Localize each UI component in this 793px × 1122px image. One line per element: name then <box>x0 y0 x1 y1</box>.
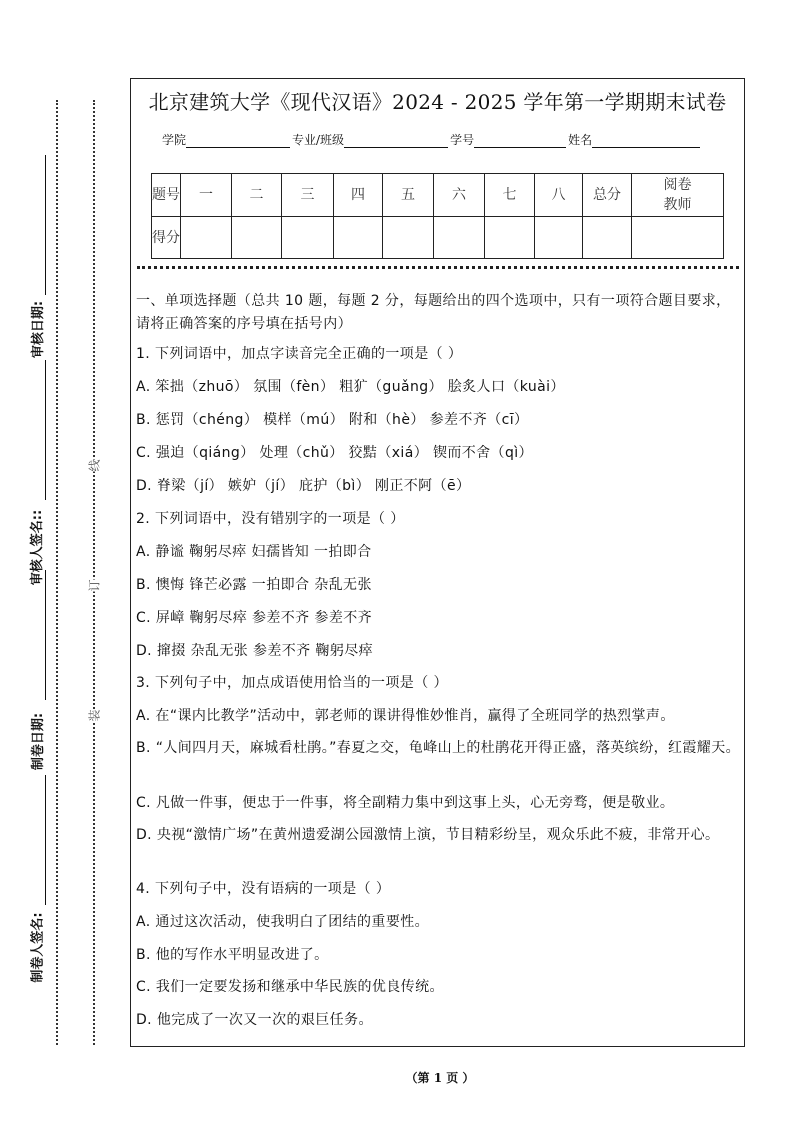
header-cell: 八 <box>535 174 583 217</box>
answer-option: D. 撺掇 杂乱无张 参差不齐 鞠躬尽瘁 <box>136 643 374 659</box>
reviewer-signature-line <box>45 360 46 500</box>
answer-option: B. 惩罚（chéng） 模样（mú） 附和（hè） 参差不齐（cī） <box>136 412 529 428</box>
answer-option: B. 他的写作水平明显改进了。 <box>136 947 329 963</box>
binding-mark-bind: 装 <box>87 709 102 722</box>
binding-mark-line: 线 <box>87 459 102 472</box>
paper-date-label: 制卷日期: <box>31 712 47 771</box>
answer-option: C. 我们一定要发扬和继承中华民族的优良传统。 <box>136 979 444 995</box>
header-cell: 一 <box>181 174 232 217</box>
score-cell[interactable] <box>485 217 535 259</box>
answer-option: C. 强迫（qiáng） 处理（chǔ） 狡黠（xiá） 锲而不舍（qì） <box>136 445 533 461</box>
question-stem: 2. 下列词语中，没有错别字的一项是（ ） <box>136 511 405 527</box>
paper-maker-signature-label: 制卷人签名: <box>30 912 46 983</box>
major-field[interactable] <box>344 133 448 148</box>
binding-dotted-line-outer <box>56 100 58 1045</box>
header-cell: 二 <box>232 174 282 217</box>
name-field[interactable] <box>592 133 700 148</box>
score-cell[interactable] <box>334 217 383 259</box>
answer-option: D. 脊梁（jí） 嫉妒（jí） 庇护（bì） 刚正不阿（ē） <box>136 478 471 494</box>
header-cell: 六 <box>434 174 485 217</box>
score-cell[interactable] <box>535 217 583 259</box>
paper-date-line <box>45 570 46 700</box>
score-table-score-row <box>152 217 724 259</box>
binding-dotted-line-inner <box>93 100 95 1045</box>
page-number: （第 1 页 ） <box>405 1071 475 1085</box>
score-row-head: 得分 <box>152 217 181 259</box>
header-cell: 阅卷教师 <box>632 174 724 217</box>
section-divider <box>137 266 739 269</box>
score-table <box>151 173 724 259</box>
question-stem: 1. 下列词语中，加点字读音完全正确的一项是（ ） <box>136 346 463 362</box>
answer-option: B. 懊悔 锋芒必露 一拍即合 杂乱无张 <box>136 577 372 593</box>
question-stem: 3. 下列句子中，加点成语使用恰当的一项是（ ） <box>136 675 448 691</box>
answer-option: D. 他完成了一次又一次的艰巨任务。 <box>136 1012 373 1028</box>
answer-option: B. “人间四月天，麻城看杜鹃。”春夏之交，龟峰山上的杜鹃花开得正盛，落英缤纷，红霞耀天。 <box>136 740 741 756</box>
paper-maker-signature-line <box>45 775 46 905</box>
header-cell: 七 <box>485 174 535 217</box>
score-cell[interactable] <box>181 217 232 259</box>
answer-option: A. 在“课内比教学”活动中，郭老师的课讲得惟妙惟肖，赢得了全班同学的热烈掌声。 <box>136 708 675 724</box>
score-cell[interactable] <box>232 217 282 259</box>
score-cell[interactable] <box>583 217 632 259</box>
exam-title: 北京建筑大学《现代汉语》2024 - 2025 学年第一学期期末试卷 <box>148 90 727 114</box>
score-cell[interactable] <box>383 217 434 259</box>
header-cell: 总分 <box>583 174 632 217</box>
answer-option: D. 央视“激情广场”在黄州遗爱湖公园激情上演，节目精彩纷呈，观众乐此不疲，非常开心。 <box>136 827 720 843</box>
answer-option: C. 凡做一件事，便忠于一件事，将全副精力集中到这事上头，心无旁骛，便是敬业。 <box>136 795 675 811</box>
header-cell: 五 <box>383 174 434 217</box>
answer-option: C. 屏嶂 鞠躬尽瘁 参差不齐 参差不齐 <box>136 610 373 626</box>
score-cell[interactable] <box>632 217 724 259</box>
answer-option: A. 静谧 鞠躬尽瘁 妇孺皆知 一拍即合 <box>136 544 372 560</box>
question-stem: 4. 下列句子中，没有语病的一项是（ ） <box>136 881 391 897</box>
score-cell[interactable] <box>434 217 485 259</box>
review-date-line <box>45 155 46 295</box>
answer-option: A. 笨拙（zhuō） 氛围（fèn） 粗犷（guǎng） 脍炙人口（kuài） <box>136 379 565 395</box>
college-field[interactable] <box>186 133 290 148</box>
reviewer-signature-label: 审核人签名:: <box>30 509 46 586</box>
answer-option: A. 通过这次活动，使我明白了团结的重要性。 <box>136 914 430 930</box>
college-label: 学院 <box>162 133 187 147</box>
review-date-label: 审核日期: <box>31 300 47 359</box>
student-id-field[interactable] <box>474 133 566 148</box>
header-cell: 四 <box>334 174 383 217</box>
score-table-header-row <box>152 174 724 217</box>
name-label: 姓名 <box>568 133 593 147</box>
header-cell: 三 <box>282 174 334 217</box>
header-cell: 题号 <box>152 174 181 217</box>
section-heading: 一、单项选择题（总共 10 题，每题 2 分，每题给出的四个选项中，只有一项符合题目要求，请将正确答案的序号填在括号内） <box>136 293 731 332</box>
student-info-line <box>162 131 702 148</box>
binding-mark-staple: 订 <box>87 579 102 592</box>
student-id-label: 学号 <box>450 133 475 147</box>
major-label: 专业/班级 <box>292 133 345 147</box>
score-cell[interactable] <box>282 217 334 259</box>
